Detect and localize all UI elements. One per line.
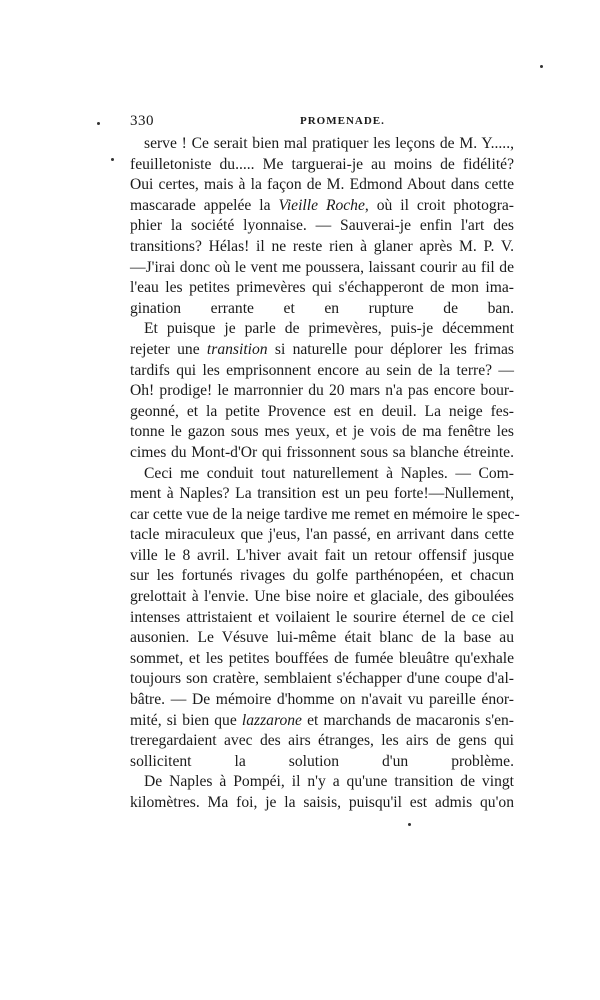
ink-speck xyxy=(408,823,411,826)
text-line: ville le 8 avril. L'hiver avait fait un retour offensif jusque xyxy=(130,546,514,564)
paragraph xyxy=(130,464,520,773)
ink-speck xyxy=(111,158,114,161)
italic-term: transition xyxy=(206,340,268,358)
text-line: treregardaient avec des airs étranges, les airs de gens qui xyxy=(130,732,514,750)
running-title: PROMENADE. xyxy=(300,115,385,127)
text-line: De Naples à Pompéi, il n'y a qu'une transition de vingt xyxy=(144,773,514,791)
text-line: sommet, et les petites bouffées de fumée bleuâtre qu'exhale xyxy=(130,649,514,667)
text-line: gination errante et en rupture de ban. xyxy=(130,299,514,317)
text-line: Ceci me conduit tout naturellement à Naples. — Com- xyxy=(144,464,514,482)
text-line: Et puisque je parle de primevères, puis-je décemment xyxy=(144,320,514,338)
text-line: phier la société lyonnaise. — Sauverai-je enfin l'art des xyxy=(130,217,514,235)
text-line: kilomètres. Ma foi, je la saisis, puisqu'il est admis qu'on xyxy=(130,794,514,811)
text-line: tonne le gazon sous mes yeux, et je vois de ma fenêtre les xyxy=(130,423,514,441)
text-line: mité, si bien que lazzarone et marchands de macaronis s'en- xyxy=(130,711,514,729)
body-text xyxy=(130,134,520,814)
ink-speck xyxy=(97,122,100,125)
text-line: tacle miraculeux que j'eus, l'an passé, en arrivant dans cette xyxy=(130,526,514,544)
text-line: —J'irai donc où le vent me poussera, laissant courir au fil de xyxy=(130,258,514,276)
italic-term: lazzarone xyxy=(241,711,302,729)
paragraph xyxy=(130,319,514,463)
text-line: sollicitent la solution d'un problème. xyxy=(130,752,514,770)
paragraph xyxy=(130,134,514,319)
text-line: toujours son cratère, semblaient s'échapper d'une coupe d'al- xyxy=(130,670,514,688)
text-line: ausonien. Le Vésuve lui-même était blanc de la base au xyxy=(130,629,514,647)
text-line: rejeter une transition si naturelle pour déplorer les frimas xyxy=(130,340,514,358)
text-line: sur les fortunés rivages du golfe parthénopéen, et chacun xyxy=(130,567,514,585)
text-line: Oh! prodige! le marronnier du 20 mars n'a pas encore bour- xyxy=(130,382,514,400)
text-line: feuilletoniste du..... Me targuerai-je au moins de fidélité? xyxy=(130,155,514,173)
text-line: cimes du Mont-d'Or qui frissonnent sous sa blanche étreinte. xyxy=(130,443,514,461)
text-line: Oui certes, mais à la façon de M. Edmond About dans cette xyxy=(130,176,514,194)
paragraph xyxy=(130,772,514,813)
text-line: tardifs qui les emprisonnent encore au sein de la terre? — xyxy=(130,361,514,379)
page-number: 330 xyxy=(130,113,154,129)
text-line: l'eau les petites primevères qui s'échapperont de mon ima- xyxy=(130,279,514,297)
text-line: car cette vue de la neige tardive me remet en mémoire le spec- xyxy=(130,505,520,523)
text-line: intenses attristaient et voilaient le sourire éternel de ce ciel xyxy=(130,608,514,626)
italic-term: Vieille Roche xyxy=(278,196,365,214)
ink-speck xyxy=(540,65,543,68)
page-header xyxy=(130,113,512,133)
text-line: ment à Naples? La transition est un peu forte!—Nullement, xyxy=(130,485,514,503)
text-line: transitions? Hélas! il ne reste rien à glaner après M. P. V. xyxy=(130,237,514,255)
text-line: mascarade appelée la Vieille Roche, où il croit photogra- xyxy=(130,196,514,214)
text-line: geonné, et la petite Provence est en deuil. La neige fes- xyxy=(130,402,514,420)
text-line: serve ! Ce serait bien mal pratiquer les leçons de M. Y....., xyxy=(144,135,514,152)
text-line: grelottait à l'envie. Une bise noire et glaciale, des giboulées xyxy=(130,588,514,606)
text-line: bâtre. — De mémoire d'homme on n'avait vu pareille énor- xyxy=(130,691,514,709)
